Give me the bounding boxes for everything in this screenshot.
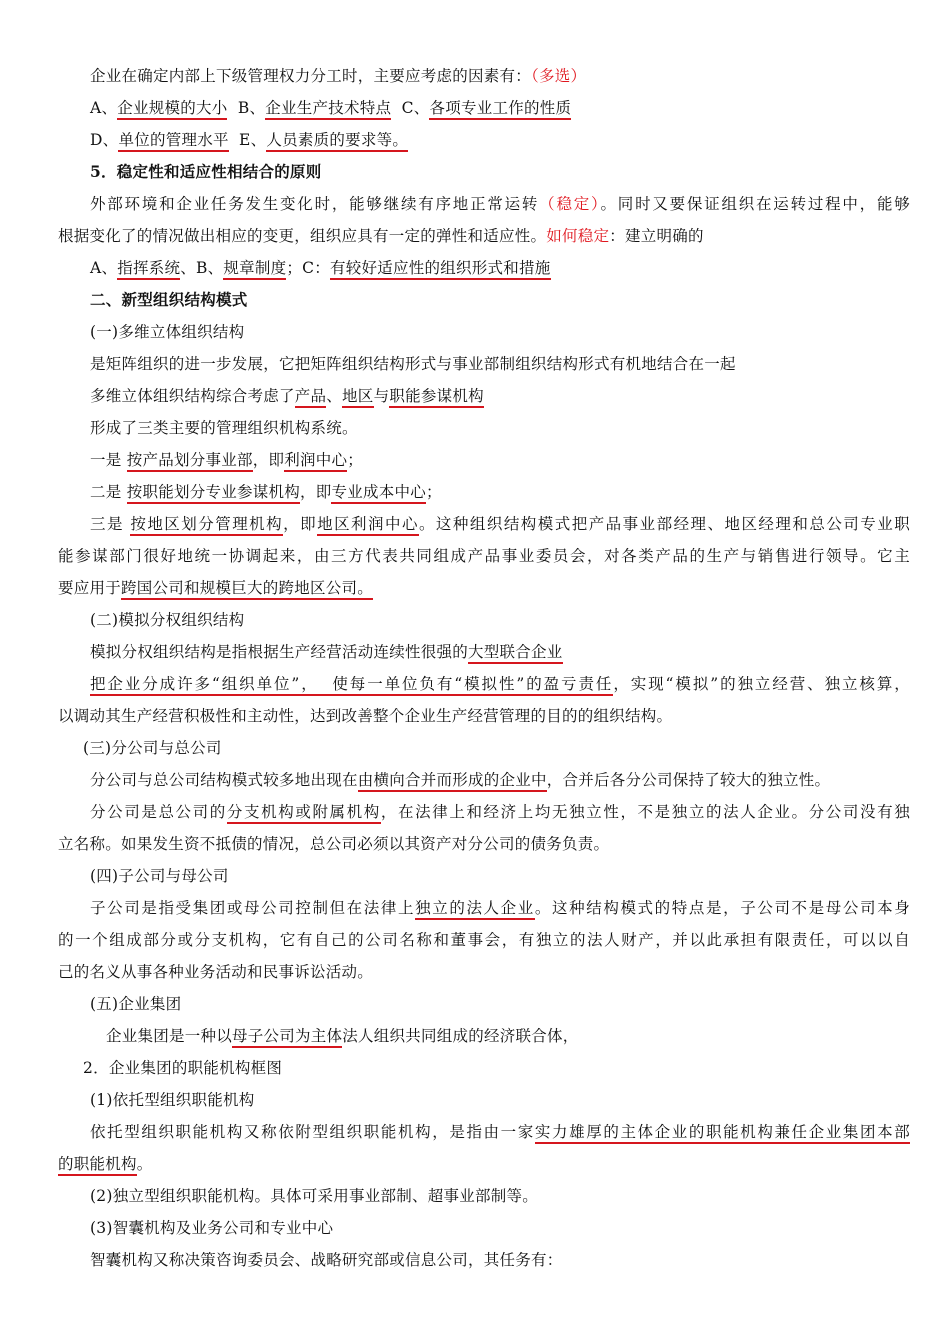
highlight-text: （多选） [531,67,587,85]
text-line [58,226,910,246]
underlined-text: 的职能机构 [58,1155,137,1176]
underlined-text: 把企业分成许多“组织单位”， 使每一单位负有“模拟性”的盈亏责任 [90,675,613,696]
text: (1)依托型组织职能机构 [90,1091,255,1109]
text: 模拟分权组织结构是指根据生产经营活动连续性很强的 [90,643,469,661]
text: 能参谋部门很好地统一协调起来，由三方代表共同组成产品事业委员会，对各类产品的生产与销售进行领导。它主 [58,547,910,565]
text: ，即 [299,483,332,501]
subsection-heading [58,322,910,342]
subsection-heading [58,738,910,758]
underlined-text: 有较好适应性的组织形式和措施 [330,259,551,280]
text: ； [425,483,442,501]
subsection-heading [58,866,910,886]
text-line [58,66,910,86]
highlight-text: （稳定） [539,195,601,213]
text-line [58,674,910,694]
text: 、B、 [180,259,224,277]
text-line [58,930,910,950]
underlined-text: 单位的管理水平 [118,131,228,152]
text: (五)企业集团 [90,995,182,1013]
subsection-heading [58,1090,910,1110]
heading-text: 5．稳定性和适应性相结合的原则 [90,162,322,181]
text: 以调动其生产经营积极性和主动性，达到改善整个企业生产经营管理的目的的组织结构。 [58,707,673,725]
text-line [58,1250,910,1270]
text: 法人组织共同组成的经济联合体， [342,1027,579,1045]
text: A、 [90,259,118,277]
text-line [58,706,910,726]
text: (四)子公司与母公司 [90,867,229,885]
text: 智囊机构又称决策咨询委员会、战略研究部或信息公司，其任务有： [90,1251,563,1269]
text: ，即 [252,451,285,469]
text: 立名称。如果发生资不抵债的情况，总公司必须以其资产对分公司的债务负责。 [58,835,610,853]
text-line [58,834,910,854]
text: ；C： [286,259,330,277]
heading-text: 二、新型组织结构模式 [90,290,248,309]
underlined-text: 按地区划分管理机构 [130,515,283,536]
text: C、 [391,99,430,117]
text: 己的名义从事各种业务活动和民事诉讼活动。 [58,963,374,981]
text: (三)分公司与总公司 [83,739,222,757]
text: ：建立明确的 [609,227,704,245]
text: ； [347,451,363,469]
text: 分公司与总公司结构模式较多地出现在 [90,771,358,789]
text: 、 [326,387,343,405]
text-line [58,642,910,662]
text-line [58,546,910,566]
text: (一)多维立体组织结构 [90,323,245,341]
text: 企业集团是一种以 [106,1027,233,1045]
underlined-text: 人员素质的要求等。 [266,131,408,152]
underlined-text: 地区 [342,387,374,408]
text: D、 [90,131,119,149]
text-line [58,258,910,278]
text: (2)独立型组织职能机构。具体可采用事业部制、超事业部制等。 [90,1187,538,1205]
subsection-heading [58,610,910,630]
text: E、 [228,131,267,149]
text-line [58,386,910,406]
text: 2．企业集团的职能机构框图 [83,1059,283,1077]
text-line [58,1122,910,1142]
underlined-text: 利润中心 [284,451,347,472]
underlined-text: 地区利润中心 [317,515,419,536]
underlined-text: 由横向合并而形成的企业中 [358,771,547,792]
underlined-text: 分支机构或附属机构 [227,803,381,824]
text: A、 [90,99,118,117]
subsection-heading [58,1058,910,1078]
text: 依托型组织职能机构又称依附型组织职能机构，是指由一家 [90,1123,535,1141]
text-line [58,194,910,214]
underlined-text: 企业生产技术特点 [265,99,391,120]
text: 二是 [90,483,127,501]
section-heading [58,162,910,182]
underlined-text: 按产品划分事业部 [127,451,253,472]
text-line [58,418,910,438]
text-line [58,578,910,598]
text-line [58,514,910,534]
underlined-text: 专业成本中心 [331,483,426,504]
underlined-text: 规章制度 [223,259,286,280]
subsection-heading [58,1218,910,1238]
underlined-text: 产品 [295,387,327,408]
text: (二)模拟分权组织结构 [90,611,245,629]
text: 形成了三类主要的管理组织机构系统。 [90,419,358,437]
text-line [58,354,910,374]
text-line [58,802,910,822]
text: 企业在确定内部上下级管理权力分工时，主要应考虑的因素有： [90,67,532,85]
text: 三是 [90,515,131,533]
underlined-text: 跨国公司和规模巨大的跨地区公司。 [121,579,373,600]
text: 是矩阵组织的进一步发展，它把矩阵组织结构形式与事业部制组织结构形式有机地结合在一起 [90,355,736,373]
text: 要应用于 [58,579,122,597]
section-heading [58,290,910,310]
text-line [58,482,910,502]
text: ，即 [283,515,318,533]
text: B、 [227,99,266,117]
highlight-text: 如何稳定 [546,227,610,245]
underlined-text: 大型联合企业 [468,643,563,664]
text: 的一个组成部分或分支机构，它有自己的公司名称和董事会，有独立的法人财产，并以此承担有限责任，可以以自 [58,931,910,949]
text: (3)智囊机构及业务公司和专业中心 [90,1219,334,1237]
text-line [58,98,910,118]
underlined-text: 企业规模的大小 [117,99,227,120]
underlined-text: 按职能划分专业参谋机构 [127,483,300,504]
text-line [58,450,910,470]
text-line [58,1154,910,1174]
text: 分公司是总公司的 [90,803,227,821]
text-line [58,962,910,982]
underlined-text: 母子公司为主体 [232,1027,342,1048]
text: 。同时又要保证组织在运转过程中，能够 [600,195,910,213]
text: 一是 [90,451,127,469]
underlined-text: 实力雄厚的主体企业的职能机构兼任企业集团本部 [535,1123,910,1144]
text-line [58,1186,910,1206]
text: 外部环境和企业任务发生变化时，能够继续有序地正常运转 [90,195,540,213]
text: ，在法律上和经济上均无独立性，不是独立的法人企业。分公司没有独 [380,803,910,821]
text-line [58,1026,910,1046]
text: ，合并后各分公司保持了较大的独立性。 [546,771,831,789]
underlined-text: 指挥系统 [117,259,180,280]
text: 。这种结构模式的特点是，子公司不是母公司本身 [534,899,910,917]
text: 。这种组织结构模式把产品事业部经理、地区经理和总公司专业职 [418,515,910,533]
underlined-text: 独立的法人企业 [415,899,535,920]
text: 。 [136,1155,153,1173]
text: ，实现“模拟”的独立经营、独立核算， [613,675,910,693]
text: 多维立体组织结构综合考虑了 [90,387,295,405]
text-line [58,898,910,918]
text: 根据变化了的情况做出相应的变更，组织应具有一定的弹性和适应性。 [58,227,547,245]
text: 与 [373,387,390,405]
text: 子公司是指受集团或母公司控制但在法律上 [90,899,416,917]
text-line [58,130,910,150]
subsection-heading [58,994,910,1014]
underlined-text: 各项专业工作的性质 [429,99,571,120]
text-line [58,770,910,790]
underlined-text: 职能参谋机构 [389,387,484,408]
